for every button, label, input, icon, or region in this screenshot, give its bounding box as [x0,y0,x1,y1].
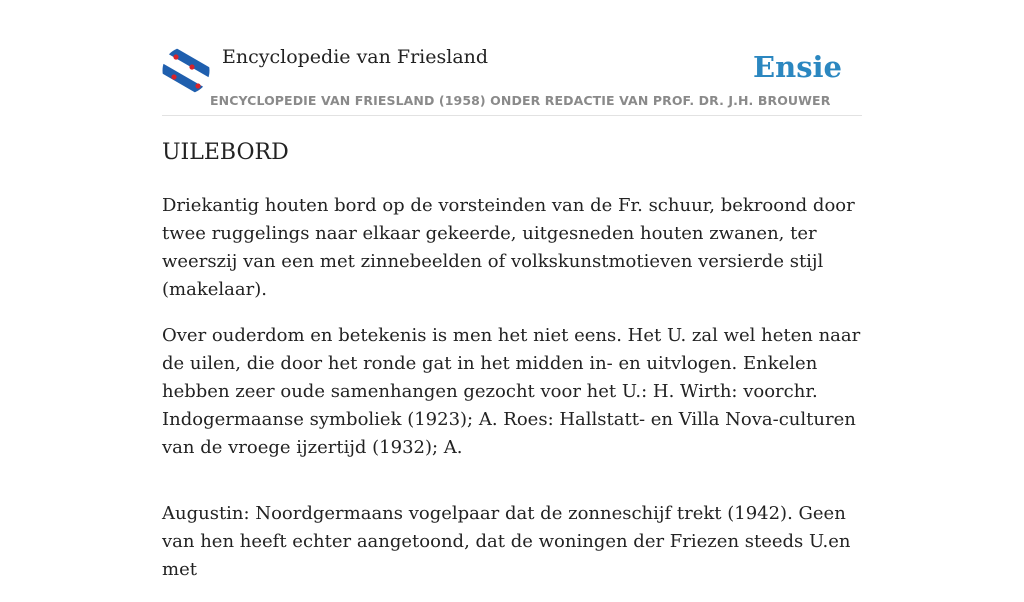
article-paragraph: Driekantig houten bord op de vorsteinden van de Fr. schuur, bekroond door twee ruggelings naar elkaar gekeerde, uitgesneden houten zwanen, ter weerszij van een met zinnebeelden of volkskunstmotieven versierde stijl (makelaar). [162,195,855,300]
article-title: UILEBORD [162,140,289,165]
article-paragraph: Augustin: Noordgermaans vogelpaar dat de zonneschijf trekt (1942). Geen van hen heeft echter aangetoond, dat de woningen der Friezen steeds U.en met [162,503,851,580]
brand-logo-link[interactable]: Ensie [753,50,842,84]
header-divider [162,115,862,116]
site-subtitle: ENCYCLOPEDIE VAN FRIESLAND (1958) ONDER REDACTIE VAN PROF. DR. J.H. BROUWER [210,93,831,108]
site-name[interactable]: Encyclopedie van Friesland [222,46,489,68]
frisian-flag-icon[interactable] [162,47,210,94]
article-body [162,192,862,602]
article-paragraph: Over ouderdom en betekenis is men het niet eens. Het U. zal wel heten naar de uilen, die door het ronde gat in het midden in- en uitvlogen. Enkelen hebben zeer oude samenhangen gezocht voor het U.: H. Wirth: voorchr. Indogermaanse symboliek (1923); A. Roes: Hallstatt- en Villa Nova-culturen van de vroege ijzertijd (1932); A. [162,325,861,458]
